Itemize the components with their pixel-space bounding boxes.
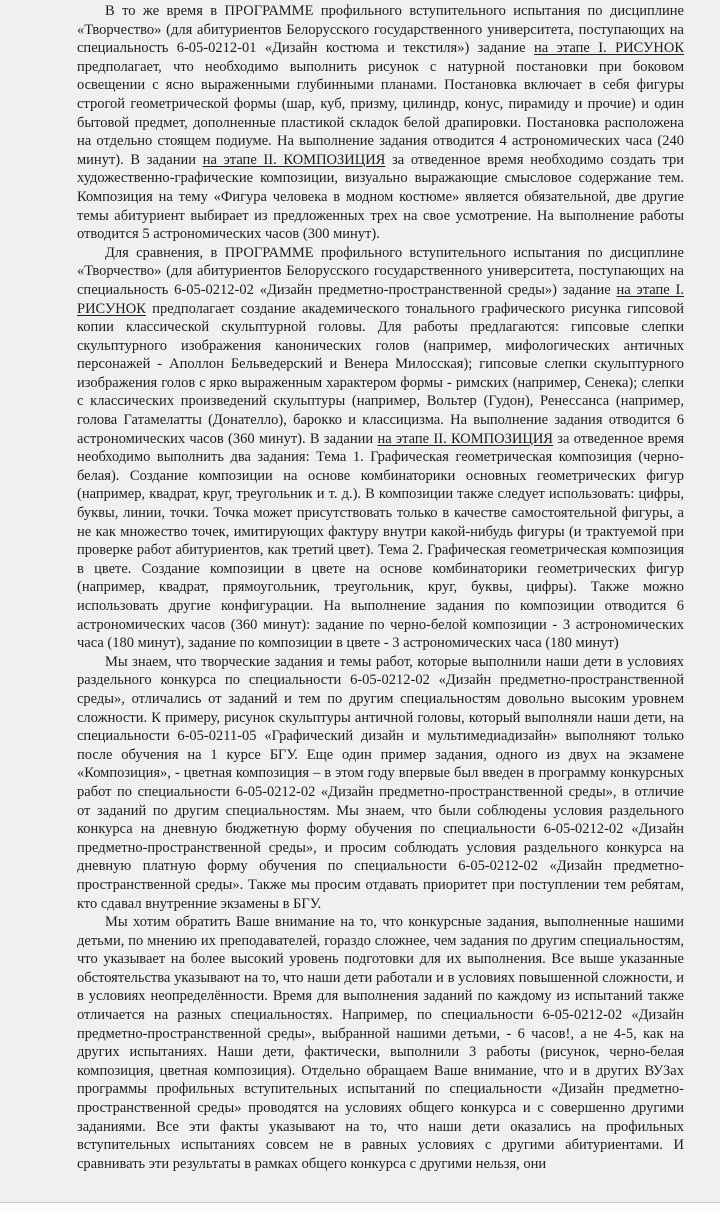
text-segment: за отведенное время необходимо создать три художественно-графические композиции, визуально выражающие смысловое содержание тем. Композиция на тему «Фигура человека в модном костюме» является обязательной, две другие темы абитуриент выбирает из предложенных трех на свое усмотрение. На выполнение работы отводится 5 астрономических часов (300 минут).: [77, 151, 684, 243]
text-segment: предполагает, что необходимо выполнить рисунок с натурной постановки при боковом освещении с ясно выраженными глубинными планами. Постановка включает в себя фигуры строгой геометрической формы (шар, куб, призму, цилиндр, конус, пирамиду и прочие) и один бытовой предмет, дополненные пластикой складок белой драпировки. Постановка расположена на отдельно стоящем подиуме. На выполнение задания отводится 4 астрономических часа (240 минут). В задании: [77, 58, 684, 168]
page-bottom-edge: [0, 1202, 720, 1214]
paragraph-program-kostum-tekstil: [77, 2, 684, 244]
text-segment: Для сравнения, в ПРОГРАММЕ профильного вступительного испытания по дисциплине «Творчество» (для абитуриентов Белорусского государственного университета, поступающих на специальность 6-05-0212-02 «Дизайн предметно-пространственной среды») задание: [77, 244, 684, 298]
underlined-stage2-kompozitsiya: на этапе II. КОМПОЗИЦИЯ: [202, 151, 386, 168]
paragraph-program-predmetno-prostranstvennaya: [77, 244, 684, 653]
text-segment: В то же время в ПРОГРАММЕ профильного вступительного испытания по дисциплине «Творчество» (для абитуриентов Белорусского государственного университета, поступающих на специальность 6-05-0212-01 «Дизайн костюма и текстиля») задание: [77, 3, 684, 57]
text-segment: за отведенное время необходимо выполнить два задания: Тема 1. Графическая геометрическая композиция (черно-белая). Создание композиции на основе комбинаторики основных геометрических фигур (например, квадрат, круг, треугольник и т. д.). В композиции также следует использовать: цифры, буквы, линии, точки. Точка может присутствовать только в качестве самостоятельной фигуры, а не как множество точек, имитирующих фактуру внутри какой-нибудь фигуры (и трактуемой при проверке работ абитуриентов, как третий цвет). Тема 2. Графическая геометрическая композиция в цвете. Создание композиции в цвете на основе комбинаторики геометрических фигур (например, квадрат, прямоугольник, треугольник, круг, буквы, цифры). Также можно использовать другие конфигурации. На выполнение задания по композиции отводится 6 астрономических часов (360 минут): задание по черно-белой композиции - 3 астрономических часа (180 минут), задание по композиции в цвете - 3 астрономических часа (180 минут): [77, 430, 685, 652]
underlined-stage1-risunok: на этапе I. РИСУНОК: [534, 40, 684, 57]
text-segment: Мы хотим обратить Ваше внимание на то, что конкурсные задания, выполненные нашими детьми, по мнению их преподавателей, гораздо сложнее, чем задания по другим специальностям, что указывает на более высокий уровень подготовки для их выполнения. Все выше указанные обстоятельства указывают на то, что наши дети работали и в условиях повышенной сложности, и в условиях неопределённости. Время для выполнения заданий по каждому из испытаний также отличается на разных специальностях. Например, по специальности 6-05-0212-02 «Дизайн предметно-пространственной среды», выбранной нашими детьми, - 6 часов!, а не 4-5, как на других испытаниях. Наши дети, фактически, выполнили 3 работы (рисунок, черно-белая композиция, цветная композиция). Отдельно обращаем Ваше внимание, что и в других ВУЗах программы профильных вступительных испытаний по специальности «Дизайн предметно-пространственной среды» проводятся на условиях общего конкурса и с совершенно другими заданиями. Все эти факты указывают на то, что наши дети оказались на профильных вступительных испытаниях совсем не в равных условиях с другими абитуриентами. И сравнивать эти результаты в рамках общего конкурса с другими нельзя, они: [77, 914, 684, 1172]
paragraph-my-znaem: [77, 653, 684, 913]
underlined-stage2-kompozitsiya: на этапе II. КОМПОЗИЦИЯ: [377, 430, 553, 447]
text-segment: Мы знаем, что творческие задания и темы работ, которые выполнили наши дети в условиях раздельного конкурса по специальности 6-05-0212-02 «Дизайн предметно-пространственной среды», отличались от заданий и тем по другим специальностям довольно высоким уровнем сложности. К примеру, рисунок скульптуры античной головы, который выполняли наши дети, на специальности 6-05-0211-05 «Графический дизайн и мультимедиадизайн» выполняют только после обучения на 1 курсе БГУ. Еще один пример задания, одного из двух на экзамене «Композиция», - цветная композиция – в этом году впервые был введен в программу конкурсных работ по специальности 6-05-0212-02 «Дизайн предметно-пространственной среды», в отличие от заданий по другим специальностям. Мы знаем, что были соблюдены условия раздельного конкурса на дневную бюджетную форму обучения по специальности 6-05-0212-02 «Дизайн предметно-пространственной среды», и просим соблюдать условия раздельного конкурса на дневную платную форму обучения по специальности 6-05-0212-02 «Дизайн предметно-пространственной среды». Также мы просим отдавать приоритет при поступлении тем ребятам, кто сдавал внутренние экзамены в БГУ.: [77, 653, 684, 912]
paragraph-my-khotim-obratit: [77, 913, 684, 1173]
underlined-stage1-risunok: на этапе I. РИСУНОК: [77, 281, 684, 317]
text-segment: предполагает создание академического тонального графического рисунка гипсовой копии классической скульптурной головы. Для работы предлагаются: гипсовые слепки скульптурного изображения канонических голов (например, мифологических античных персонажей - Аполлон Бельведерский и Венера Милосская); гипсовые слепки скульптурного изображения голов с ярко выраженным характером формы - римских (например, Сенека); слепки с классических произведений скульптуры (например, Вольтер (Гудон), Ренессанса (например, голова Гатамелатты (Донателло), барокко и классицизма. На выполнение задания отводится 6 астрономических часов (360 минут). В задании: [77, 300, 684, 447]
